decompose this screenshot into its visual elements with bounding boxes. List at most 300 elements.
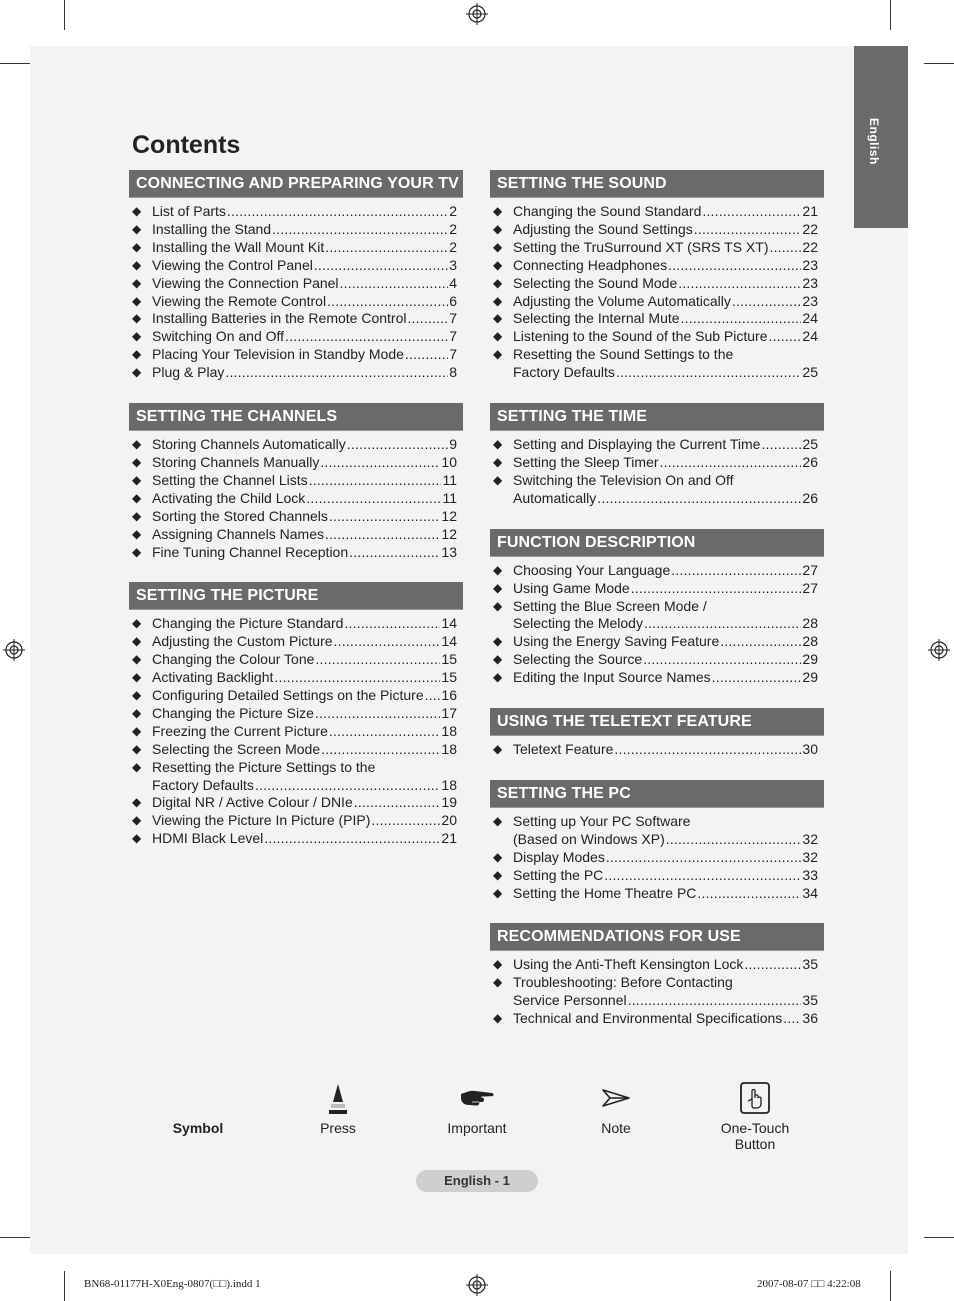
dot-leader — [371, 812, 440, 830]
toc-entry-title: Setting the Home Theatre PC — [513, 884, 697, 901]
toc-entry[interactable] — [129, 310, 463, 328]
toc-entry-title: Setting up Your PC Software — [513, 812, 691, 829]
toc-entry-title: Setting the Channel Lists — [152, 471, 308, 488]
symbol-note — [576, 1088, 656, 1136]
diamond-bullet-icon: ◆ — [493, 275, 503, 290]
diamond-bullet-icon: ◆ — [132, 759, 142, 774]
toc-entry-line — [513, 849, 818, 867]
toc-entry-line — [152, 328, 457, 346]
toc-entry-title: Activating Backlight — [152, 669, 274, 686]
dot-leader — [344, 615, 440, 633]
toc-entry-title: Activating the Child Lock — [152, 489, 306, 506]
section-item-list — [490, 951, 824, 1028]
print-date-info: 2007-08-07 □□ 4:22:08 — [757, 1278, 861, 1290]
toc-page-number: 7 — [449, 328, 457, 345]
toc-page-number: 27 — [802, 579, 818, 596]
toc-entry[interactable] — [490, 203, 824, 221]
toc-entry-title: Automatically — [513, 489, 597, 506]
toc-entry-title: Setting and Displaying the Current Time — [513, 436, 761, 453]
toc-entry-title: Configuring Detailed Settings on the Picture — [152, 687, 424, 704]
toc-entry-line — [513, 598, 818, 616]
diamond-bullet-icon: ◆ — [493, 957, 503, 972]
toc-entry[interactable] — [490, 221, 824, 239]
section-item-list — [129, 198, 463, 382]
diamond-bullet-icon: ◆ — [493, 813, 503, 828]
toc-entry-line — [152, 741, 457, 759]
diamond-bullet-icon: ◆ — [132, 795, 142, 810]
toc-entry-line — [513, 310, 818, 328]
toc-entry[interactable] — [129, 812, 463, 830]
toc-entry-line — [513, 974, 818, 992]
toc-entry[interactable] — [490, 867, 824, 885]
toc-entry-line — [152, 633, 457, 651]
diamond-bullet-icon: ◆ — [493, 257, 503, 272]
diamond-bullet-icon: ◆ — [493, 634, 503, 649]
toc-entry-title: Resetting the Picture Settings to the — [152, 758, 376, 775]
toc-entry[interactable] — [129, 651, 463, 669]
toc-entry-line — [152, 257, 457, 275]
toc-entry[interactable] — [129, 633, 463, 651]
toc-entry[interactable] — [490, 257, 824, 275]
diamond-bullet-icon: ◆ — [132, 544, 142, 559]
language-tab — [854, 46, 908, 228]
toc-page-number: 20 — [441, 812, 457, 829]
toc-entry[interactable] — [129, 759, 463, 795]
diamond-bullet-icon: ◆ — [132, 454, 142, 469]
crop-mark — [0, 63, 30, 64]
diamond-bullet-icon: ◆ — [493, 293, 503, 308]
toc-entry-line — [513, 328, 818, 346]
diamond-bullet-icon: ◆ — [132, 293, 142, 308]
toc-entry-line — [152, 364, 457, 382]
dot-leader — [321, 741, 440, 759]
diamond-bullet-icon: ◆ — [132, 204, 142, 218]
dot-leader — [666, 831, 802, 849]
diamond-bullet-icon: ◆ — [493, 652, 503, 667]
crop-mark — [0, 1237, 30, 1238]
diamond-bullet-icon: ◆ — [493, 221, 503, 236]
crop-mark — [890, 1271, 891, 1301]
symbol-press — [298, 1084, 378, 1136]
toc-entry-title: Installing the Stand — [152, 220, 272, 237]
toc-entry-line — [513, 633, 818, 651]
toc-entry-line — [513, 615, 818, 633]
dot-leader — [315, 651, 440, 669]
toc-page-number: 2 — [449, 203, 457, 219]
toc-page-number: 35 — [802, 956, 818, 973]
dot-leader — [628, 992, 802, 1010]
section-header: SETTING THE SOUND — [490, 170, 824, 198]
dot-leader — [227, 203, 448, 221]
toc-entry-line — [513, 203, 818, 221]
toc-page-number: 25 — [802, 436, 818, 453]
dot-leader — [285, 328, 448, 346]
toc-entry-line — [152, 454, 457, 472]
toc-entry-title: Using the Anti-Theft Kensington Lock — [513, 956, 744, 973]
dot-leader — [354, 794, 441, 812]
dot-leader — [694, 221, 802, 239]
toc-entry-title: Setting the TruSurround XT (SRS TS XT) — [513, 238, 769, 255]
toc-entry-line — [152, 705, 457, 723]
toc-entry-line — [513, 580, 818, 598]
one-touch-button-icon — [740, 1082, 770, 1114]
toc-column-right — [490, 170, 824, 1028]
toc-entry-line — [513, 831, 818, 849]
dot-leader — [616, 364, 801, 382]
dot-leader — [274, 669, 440, 687]
section-header: USING THE TELETEXT FEATURE — [490, 708, 824, 736]
registration-mark-icon — [466, 3, 488, 25]
dot-leader — [264, 830, 440, 848]
toc-page-number: 26 — [802, 489, 818, 506]
toc-entry[interactable] — [129, 741, 463, 759]
toc-entry[interactable] — [490, 239, 824, 257]
toc-entry-line — [513, 293, 818, 311]
dot-leader — [606, 849, 802, 867]
toc-entry[interactable] — [129, 526, 463, 544]
toc-page-number: 10 — [441, 453, 457, 470]
toc-page-number: 28 — [802, 615, 818, 632]
toc-page-number: 17 — [441, 704, 457, 721]
toc-page-number: 21 — [441, 830, 457, 847]
section-item-list — [490, 736, 824, 759]
dot-leader — [329, 723, 441, 741]
toc-entry-title: Service Personnel — [513, 992, 627, 1009]
toc-entry-line — [513, 741, 818, 759]
one-touch-label-line2: Button — [734, 1136, 776, 1152]
toc-entry-title: Viewing the Connection Panel — [152, 274, 339, 291]
toc-entry[interactable] — [490, 885, 824, 903]
toc-page-number: 11 — [442, 489, 457, 506]
toc-entry[interactable] — [490, 651, 824, 669]
toc-entry[interactable] — [490, 562, 824, 580]
dot-leader — [272, 221, 448, 239]
diamond-bullet-icon: ◆ — [493, 311, 503, 326]
toc-entry[interactable] — [129, 364, 463, 382]
toc-entry-line — [152, 830, 457, 848]
toc-page-number: 8 — [449, 364, 457, 381]
toc-entry-line — [513, 669, 818, 687]
diamond-bullet-icon: ◆ — [132, 688, 142, 703]
toc-entry-title: Freezing the Current Picture — [152, 722, 328, 739]
section-header: SETTING THE PC — [490, 780, 824, 808]
toc-entry[interactable] — [129, 615, 463, 633]
toc-entry-line — [513, 490, 818, 508]
toc-entry-line — [513, 885, 818, 903]
toc-entry-line — [152, 346, 457, 364]
dot-leader — [769, 328, 802, 346]
toc-entry[interactable] — [129, 544, 463, 562]
toc-entry-title: Troubleshooting: Before Contacting — [513, 974, 733, 991]
toc-entry[interactable] — [490, 310, 824, 328]
toc-entry-line — [513, 436, 818, 454]
toc-entry[interactable] — [129, 257, 463, 275]
toc-entry[interactable] — [490, 974, 824, 1010]
toc-page-number: 28 — [802, 633, 818, 650]
toc-page-number: 15 — [441, 669, 457, 686]
toc-page-number: 33 — [802, 866, 818, 883]
dot-leader — [314, 257, 448, 275]
toc-entry[interactable] — [490, 293, 824, 311]
crop-mark — [924, 1237, 954, 1238]
toc-entry-title: Viewing the Picture In Picture (PIP) — [152, 812, 371, 829]
note-arrow-icon — [602, 1088, 630, 1108]
symbol-important — [432, 1086, 522, 1136]
toc-page-number: 16 — [441, 687, 457, 704]
toc-entry-line — [152, 310, 457, 328]
important-label: Important — [447, 1120, 507, 1136]
toc-section — [490, 708, 824, 759]
toc-entry[interactable] — [490, 1010, 824, 1028]
crop-mark — [924, 63, 954, 64]
dot-leader — [643, 651, 801, 669]
toc-page-number: 22 — [802, 238, 818, 255]
dot-leader — [644, 615, 801, 633]
toc-entry[interactable] — [490, 275, 824, 293]
diamond-bullet-icon: ◆ — [132, 723, 142, 738]
diamond-bullet-icon: ◆ — [132, 257, 142, 272]
toc-page-number: 18 — [441, 722, 457, 739]
toc-entry-title: Adjusting the Sound Settings — [513, 220, 693, 237]
toc-entry-line — [513, 221, 818, 239]
diamond-bullet-icon: ◆ — [132, 472, 142, 487]
dot-leader — [671, 562, 801, 580]
toc-entry[interactable] — [129, 472, 463, 490]
crop-mark — [890, 0, 891, 30]
dot-leader — [306, 490, 441, 508]
toc-entry-title: Placing Your Television in Standby Mode — [152, 346, 404, 363]
dot-leader — [732, 293, 802, 311]
toc-entry-line — [152, 526, 457, 544]
toc-entry-line — [152, 723, 457, 741]
toc-entry-title: Changing the Sound Standard — [513, 203, 702, 219]
toc-entry-title: Adjusting the Volume Automatically — [513, 292, 731, 309]
diamond-bullet-icon: ◆ — [132, 275, 142, 290]
diamond-bullet-icon: ◆ — [493, 437, 503, 452]
toc-entry-title: Setting the PC — [513, 866, 604, 883]
symbol-legend — [0, 1078, 954, 1158]
toc-page-number: 23 — [802, 292, 818, 309]
toc-page-number: 18 — [441, 776, 457, 793]
toc-entry[interactable] — [490, 472, 824, 508]
toc-entry[interactable] — [129, 275, 463, 293]
toc-entry-line — [152, 275, 457, 293]
toc-entry[interactable] — [129, 490, 463, 508]
toc-entry-title: Selecting the Melody — [513, 615, 643, 632]
dot-leader — [334, 633, 441, 651]
diamond-bullet-icon: ◆ — [493, 204, 503, 218]
dot-leader — [614, 741, 801, 759]
toc-entry-title: Installing the Wall Mount Kit — [152, 238, 325, 255]
toc-entry-line — [152, 436, 457, 454]
toc-entry-title: Installing Batteries in the Remote Control — [152, 310, 407, 327]
toc-page-number: 30 — [802, 741, 818, 758]
dot-leader — [660, 454, 802, 472]
toc-entry[interactable] — [129, 723, 463, 741]
toc-entry[interactable] — [490, 454, 824, 472]
diamond-bullet-icon: ◆ — [132, 437, 142, 452]
toc-entry-title: Selecting the Sound Mode — [513, 274, 678, 291]
dot-leader — [668, 257, 801, 275]
toc-entry-title: Plug & Play — [152, 364, 225, 381]
toc-entry-line — [152, 794, 457, 812]
dot-leader — [255, 777, 440, 795]
toc-entry[interactable] — [129, 830, 463, 848]
toc-entry[interactable] — [490, 956, 824, 974]
diamond-bullet-icon: ◆ — [132, 329, 142, 344]
toc-entry[interactable] — [129, 293, 463, 311]
toc-entry[interactable] — [129, 705, 463, 723]
registration-mark-icon — [928, 639, 950, 661]
toc-entry[interactable] — [490, 741, 824, 759]
toc-entry-title: (Based on Windows XP) — [513, 830, 665, 847]
toc-entry-line — [152, 759, 457, 777]
diamond-bullet-icon: ◆ — [493, 867, 503, 882]
toc-entry-line — [152, 293, 457, 311]
toc-entry[interactable] — [490, 580, 824, 598]
toc-page-number: 19 — [441, 794, 457, 811]
toc-entry[interactable] — [490, 598, 824, 634]
crop-mark — [64, 1271, 65, 1301]
toc-page-number: 15 — [441, 651, 457, 668]
diamond-bullet-icon: ◆ — [132, 741, 142, 756]
toc-entry-title: Factory Defaults — [513, 364, 615, 381]
toc-entry-title: List of Parts — [152, 203, 226, 219]
toc-entry[interactable] — [490, 328, 824, 346]
section-item-list — [129, 610, 463, 848]
toc-section — [490, 403, 824, 508]
diamond-bullet-icon: ◆ — [493, 347, 503, 362]
toc-entry[interactable] — [129, 794, 463, 812]
toc-entry[interactable] — [490, 436, 824, 454]
diamond-bullet-icon: ◆ — [493, 239, 503, 254]
toc-entry[interactable] — [129, 454, 463, 472]
toc-entry-line — [513, 1010, 818, 1028]
toc-entry[interactable] — [490, 633, 824, 651]
toc-entry[interactable] — [490, 849, 824, 867]
toc-page-number: 34 — [802, 884, 818, 901]
toc-section — [129, 170, 463, 382]
diamond-bullet-icon: ◆ — [132, 221, 142, 236]
dot-leader — [769, 239, 801, 257]
section-header: RECOMMENDATIONS FOR USE — [490, 923, 824, 951]
page-title: Contents — [132, 131, 241, 159]
pointing-hand-icon — [459, 1086, 495, 1110]
toc-entry-line — [152, 615, 457, 633]
toc-page-number: 21 — [802, 203, 818, 219]
dot-leader — [327, 293, 448, 311]
toc-entry[interactable] — [129, 328, 463, 346]
dot-leader — [631, 580, 802, 598]
toc-entry-line — [152, 203, 457, 221]
toc-entry-title: Selecting the Source — [513, 651, 643, 668]
section-item-list — [490, 557, 824, 687]
section-header: CONNECTING AND PREPARING YOUR TV — [129, 170, 463, 198]
dot-leader — [225, 364, 448, 382]
toc-entry-title: Factory Defaults — [152, 776, 254, 793]
dot-leader — [315, 705, 441, 723]
toc-entry[interactable] — [129, 436, 463, 454]
toc-entry-line — [152, 221, 457, 239]
toc-entry-line — [152, 508, 457, 526]
toc-entry-line — [513, 813, 818, 831]
toc-entry[interactable] — [129, 221, 463, 239]
toc-entry[interactable] — [490, 346, 824, 382]
diamond-bullet-icon: ◆ — [493, 454, 503, 469]
dot-leader — [340, 275, 449, 293]
toc-entry[interactable] — [490, 669, 824, 687]
toc-page-number: 2 — [449, 238, 457, 255]
toc-entry[interactable] — [129, 239, 463, 257]
toc-page-number: 36 — [802, 1010, 818, 1027]
toc-entry-line — [513, 992, 818, 1010]
toc-page-number: 23 — [802, 274, 818, 291]
toc-entry[interactable] — [129, 687, 463, 705]
toc-page-number: 29 — [802, 651, 818, 668]
diamond-bullet-icon: ◆ — [493, 885, 503, 900]
toc-entry-title: Switching the Television On and Off — [513, 471, 734, 488]
dot-leader — [702, 203, 801, 221]
symbol-heading-label: Symbol — [172, 1120, 224, 1136]
section-header: SETTING THE CHANNELS — [129, 403, 463, 431]
diamond-bullet-icon: ◆ — [132, 526, 142, 541]
dot-leader — [347, 436, 448, 454]
toc-entry[interactable] — [129, 669, 463, 687]
toc-entry[interactable] — [490, 813, 824, 849]
toc-section — [490, 529, 824, 687]
registration-mark-icon — [3, 639, 25, 661]
toc-entry-title: Viewing the Remote Control — [152, 292, 327, 309]
diamond-bullet-icon: ◆ — [132, 831, 142, 846]
toc-entry-line — [152, 777, 457, 795]
toc-page-number: 3 — [449, 256, 457, 273]
toc-page-number: 18 — [441, 740, 457, 757]
toc-entry-line — [513, 275, 818, 293]
diamond-bullet-icon: ◆ — [493, 1011, 503, 1026]
diamond-bullet-icon: ◆ — [132, 311, 142, 326]
dot-leader — [425, 687, 441, 705]
press-icon — [329, 1084, 347, 1116]
toc-page-number: 7 — [449, 346, 457, 363]
diamond-bullet-icon: ◆ — [493, 742, 503, 757]
diamond-bullet-icon: ◆ — [493, 580, 503, 595]
diamond-bullet-icon: ◆ — [132, 365, 142, 380]
dot-leader — [325, 526, 440, 544]
diamond-bullet-icon: ◆ — [493, 598, 503, 613]
dot-leader — [712, 669, 802, 687]
diamond-bullet-icon: ◆ — [132, 616, 142, 631]
section-header: SETTING THE PICTURE — [129, 582, 463, 610]
toc-entry-title: Viewing the Control Panel — [152, 256, 313, 273]
toc-page-number: 24 — [802, 328, 818, 345]
toc-entry-line — [152, 239, 457, 257]
dot-leader — [783, 1010, 801, 1028]
language-tab-label: English — [867, 118, 881, 165]
toc-entry[interactable] — [129, 508, 463, 526]
toc-entry-title: Changing the Picture Size — [152, 704, 314, 721]
toc-entry[interactable] — [129, 346, 463, 364]
section-item-list — [129, 431, 463, 561]
toc-entry[interactable] — [129, 203, 463, 221]
symbol-heading — [158, 1120, 238, 1136]
toc-page-number: 12 — [441, 525, 457, 542]
toc-entry-title: Display Modes — [513, 848, 605, 865]
toc-entry-title: Listening to the Sound of the Sub Picture — [513, 328, 768, 345]
diamond-bullet-icon: ◆ — [493, 670, 503, 685]
toc-section — [490, 923, 824, 1028]
section-item-list — [490, 431, 824, 508]
toc-entry-line — [513, 454, 818, 472]
